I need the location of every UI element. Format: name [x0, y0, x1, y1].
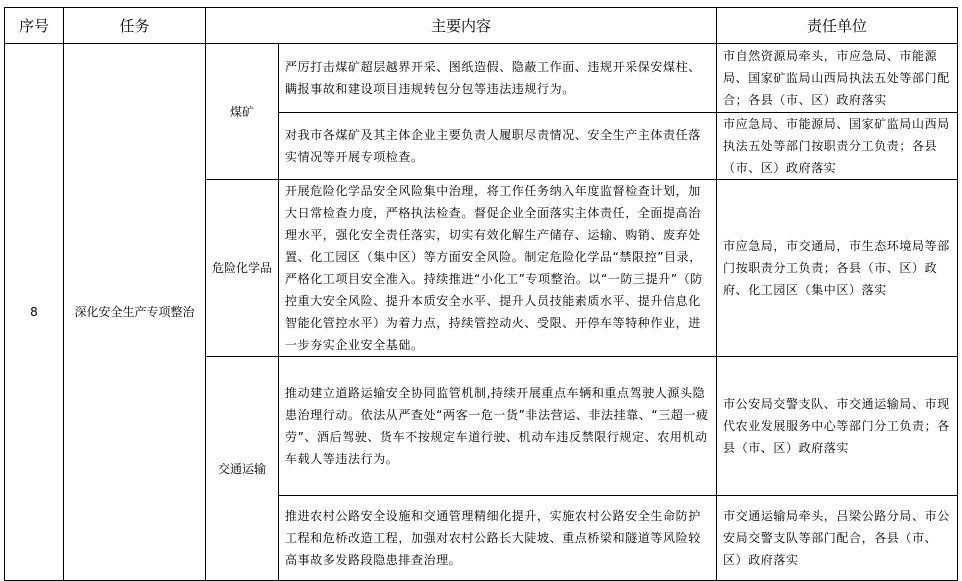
responsible-cell: 市公安局交警支队、市交通运输局、市现代农业发展服务中心等部门分工负责；各县（市、区）政府落实 — [717, 357, 958, 496]
header-row — [5, 8, 958, 44]
header-responsible: 责任单位 — [717, 8, 958, 44]
task-table — [4, 7, 958, 581]
content-cell: 推动建立道路运输安全协同监管机制,持续开展重点车辆和重点驾驶人源头隐患治理行动。依法从严查处“两客一危一货”非法营运、非法挂靠、“三超一疲劳”、酒后驾驶、货车不按规定车道行驶、机动车违反禁限行规定、农用机动车载人等违法行为。 — [279, 357, 717, 496]
header-task: 任务 — [64, 8, 206, 44]
responsible-cell: 市应急局、市能源局、国家矿监局山西局执法五处等部门按职责分工负责；各县（市、区）政府落实 — [717, 113, 958, 180]
responsible-cell: 市交通运输局牵头，吕梁公路分局、市公安局交警支队等部门配合，各县（市、区）政府落实 — [717, 496, 958, 581]
header-content: 主要内容 — [206, 8, 717, 44]
responsible-cell: 市应急局，市交通局，市生态环境局等部门按职责分工负责；各县（市、区）政府、化工园区（集中区）落实 — [717, 180, 958, 357]
content-cell: 推进农村公路安全设施和交通管理精细化提升，实施农村公路安全生命防护工程和危桥改造工程，加强对农村公路长大陡坡、重点桥梁和隧道等风险较高事故多发路段隐患排查治理。 — [279, 496, 717, 581]
header-index: 序号 — [5, 8, 64, 44]
table-row — [5, 44, 958, 113]
category-coal: 煤矿 — [206, 44, 279, 180]
category-hazchem: 危险化学品 — [206, 180, 279, 357]
content-cell: 对我市各煤矿及其主体企业主要负责人履职尽责情况、安全生产主体责任落实情况等开展专项检查。 — [279, 113, 717, 180]
row-task: 深化安全生产专项整治 — [64, 44, 206, 581]
responsible-cell: 市自然资源局牵头，市应急局、市能源局、国家矿监局山西局执法五处等部门配合；各县（市、区）政府落实 — [717, 44, 958, 113]
content-cell: 严厉打击煤矿超层越界开采、图纸造假、隐蔽工作面、违规开采保安煤柱、瞒报事故和建设项目违规转包分包等违法违规行为。 — [279, 44, 717, 113]
content-cell: 开展危险化学品安全风险集中治理，将工作任务纳入年度监督检查计划，加大日常检查力度，严格执法检查。督促企业全面落实主体责任，全面提高治理水平，强化安全责任落实，切实有效化解生产储存、运输、购销、废弃处置、化工园区（集中区）等方面安全风险。制定危险化学品“禁限控”目录，严格化工项目安全准入。持续推进“小化工”专项整治。以“一防三提升”（防控重大安全风险、提升本质安全水平、提升人员技能素质水平、提升信息化智能化管控水平）为着力点，持续管控动火、受限、开停车等特种作业，进一步夯实企业安全基础。 — [279, 180, 717, 357]
category-traffic: 交通运输 — [206, 357, 279, 581]
row-index: 8 — [5, 44, 64, 581]
